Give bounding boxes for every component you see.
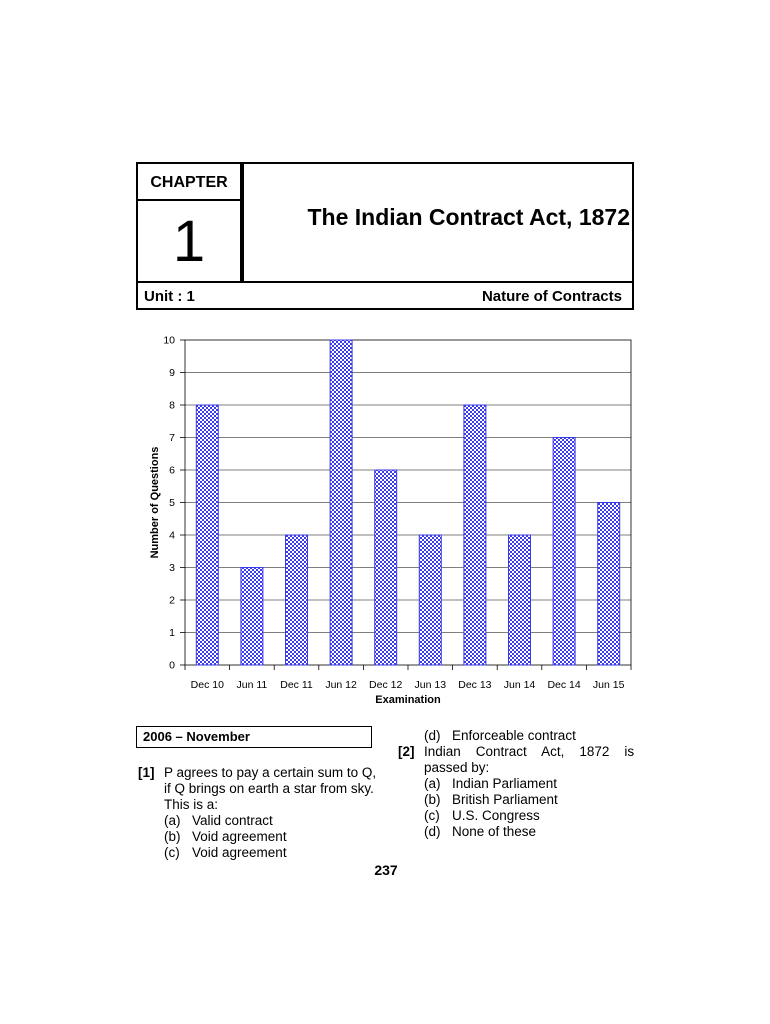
question-body: [164, 765, 376, 861]
option-d: (d) None of these: [424, 824, 537, 839]
page-number: 237: [374, 862, 398, 878]
y-tick-label: 8: [169, 399, 175, 412]
y-tick-label: 3: [169, 562, 175, 574]
header-divider: [242, 164, 244, 282]
question-text-line: This is a:: [164, 797, 219, 812]
unit-label: Unit : 1: [144, 288, 195, 305]
header-separator: [138, 281, 632, 283]
y-tick-label: 10: [163, 334, 175, 347]
bar: [241, 568, 263, 666]
option-c: (c) U.S. Congress: [424, 808, 540, 823]
bar: [598, 503, 620, 666]
y-tick-label: 9: [169, 367, 175, 379]
x-tick-label: Jun 11: [236, 679, 268, 691]
bar: [330, 340, 352, 665]
y-tick-label: 7: [169, 432, 175, 444]
question-body: [424, 744, 636, 840]
bar: [375, 470, 397, 665]
chapter-title: The Indian Contract Act, 1872: [307, 204, 630, 230]
chapter-header: [136, 162, 634, 310]
question-number: [2]: [398, 744, 415, 759]
questions-bar-chart: [136, 325, 636, 710]
x-tick-label: Jun 12: [325, 679, 357, 691]
bar: [286, 535, 308, 665]
x-tick-label: Dec 13: [458, 679, 492, 691]
x-tick-label: Jun 15: [592, 679, 625, 691]
question-number: [1]: [138, 765, 155, 780]
x-axis-title: Examination: [375, 694, 441, 706]
y-tick-label: 4: [169, 529, 175, 542]
option-b: (b) Void agreement: [164, 829, 287, 844]
y-axis-title: Number of Questions: [149, 446, 161, 559]
bar: [464, 405, 486, 665]
chapter-label: CHAPTER: [138, 164, 242, 201]
option-b: (b) British Parliament: [424, 792, 558, 807]
x-tick-label: Dec 11: [280, 679, 313, 691]
bar: [553, 438, 575, 666]
x-tick-label: Jun 13: [414, 679, 447, 691]
question-text-line: P agrees to pay a certain sum to Q,: [164, 765, 377, 780]
x-tick-label: Dec 10: [190, 679, 224, 691]
exam-session-heading: 2006 – November: [136, 726, 372, 748]
option-a: (a) Valid contract: [164, 813, 273, 828]
bar: [419, 535, 441, 665]
option-a: (a) Indian Parliament: [424, 776, 558, 791]
section-title: Nature of Contracts: [481, 288, 622, 305]
question-text-line: passed by:: [424, 760, 490, 775]
y-tick-label: 2: [169, 594, 175, 607]
y-tick-label: 0: [169, 659, 175, 672]
x-tick-label: Jun 14: [503, 679, 536, 691]
chapter-number: 1: [138, 201, 242, 282]
y-tick-label: 1: [169, 627, 175, 639]
bar: [196, 405, 218, 665]
x-tick-label: Dec 12: [369, 679, 403, 691]
y-tick-label: 5: [169, 497, 175, 509]
question-text-line: Indian Contract Act, 1872 is: [424, 744, 635, 759]
bar: [509, 535, 531, 665]
question-1: [138, 765, 378, 865]
option-d: (d) Enforceable contract: [424, 728, 576, 743]
question-text-line: if Q brings on earth a star from sky.: [164, 781, 374, 796]
x-tick-label: Dec 14: [547, 679, 581, 691]
y-tick-label: 6: [169, 464, 175, 477]
option-c: (c) Void agreement: [164, 845, 287, 860]
question-2: [398, 744, 638, 844]
